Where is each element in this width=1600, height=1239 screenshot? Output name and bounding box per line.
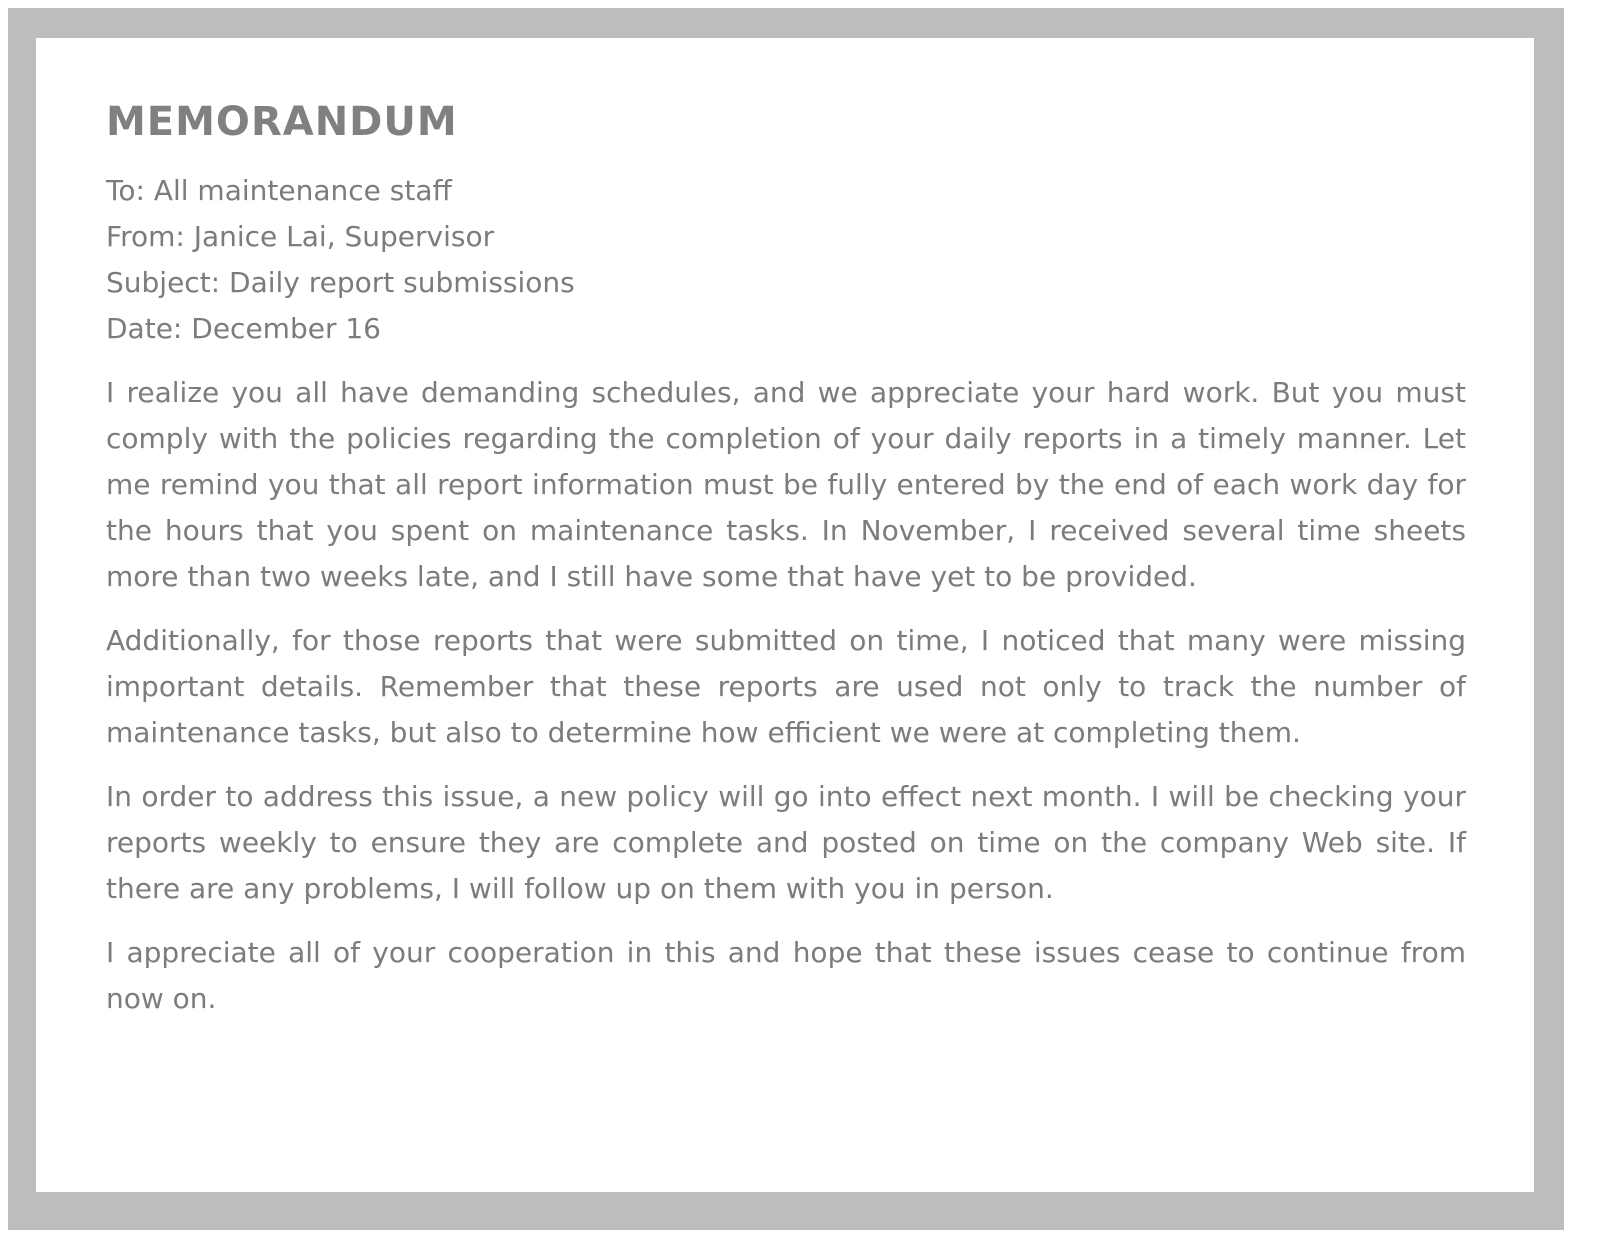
memo-body [106,96,1466,1040]
memo-paragraph-1: I realize you all have demanding schedules, and we appreciate your hard work. But you must comply with the policies regarding the completion of your daily reports in a timely manner. Let me remind you that all report information must be fully entered by the end of each work day for the hours that you spent on maintenance tasks. In November, I received several time sheets more than two weeks late, and I still have some that have yet to be provided. [106,376,1466,593]
memo-paragraph-2: Additionally, for those reports that were submitted on time, I noticed that many were missing important details. Remember that these reports are used not only to track the number of maintenance tasks, but also to determine how efficient we were at completing them. [106,624,1466,749]
memo-page [36,38,1534,1192]
memo-title: MEMORANDUM [106,99,458,145]
memo-paragraph-3: In order to address this issue, a new policy will go into effect next month. I will be checking your reports weekly to ensure they are complete and posted on time on the company Web site. If there are any problems, I will follow up on them with you in person. [106,780,1466,905]
memo-paragraph-4: I appreciate all of your cooperation in this and hope that these issues cease to continue from now on. [106,936,1466,1015]
memo-header [106,168,1466,352]
memo-subject: Subject: Daily report submissions [106,266,575,299]
document-frame [8,8,1564,1230]
memo-from: From: Janice Lai, Supervisor [106,220,495,253]
memo-to: To: All maintenance staff [106,174,452,207]
memo-date: Date: December 16 [106,312,381,345]
